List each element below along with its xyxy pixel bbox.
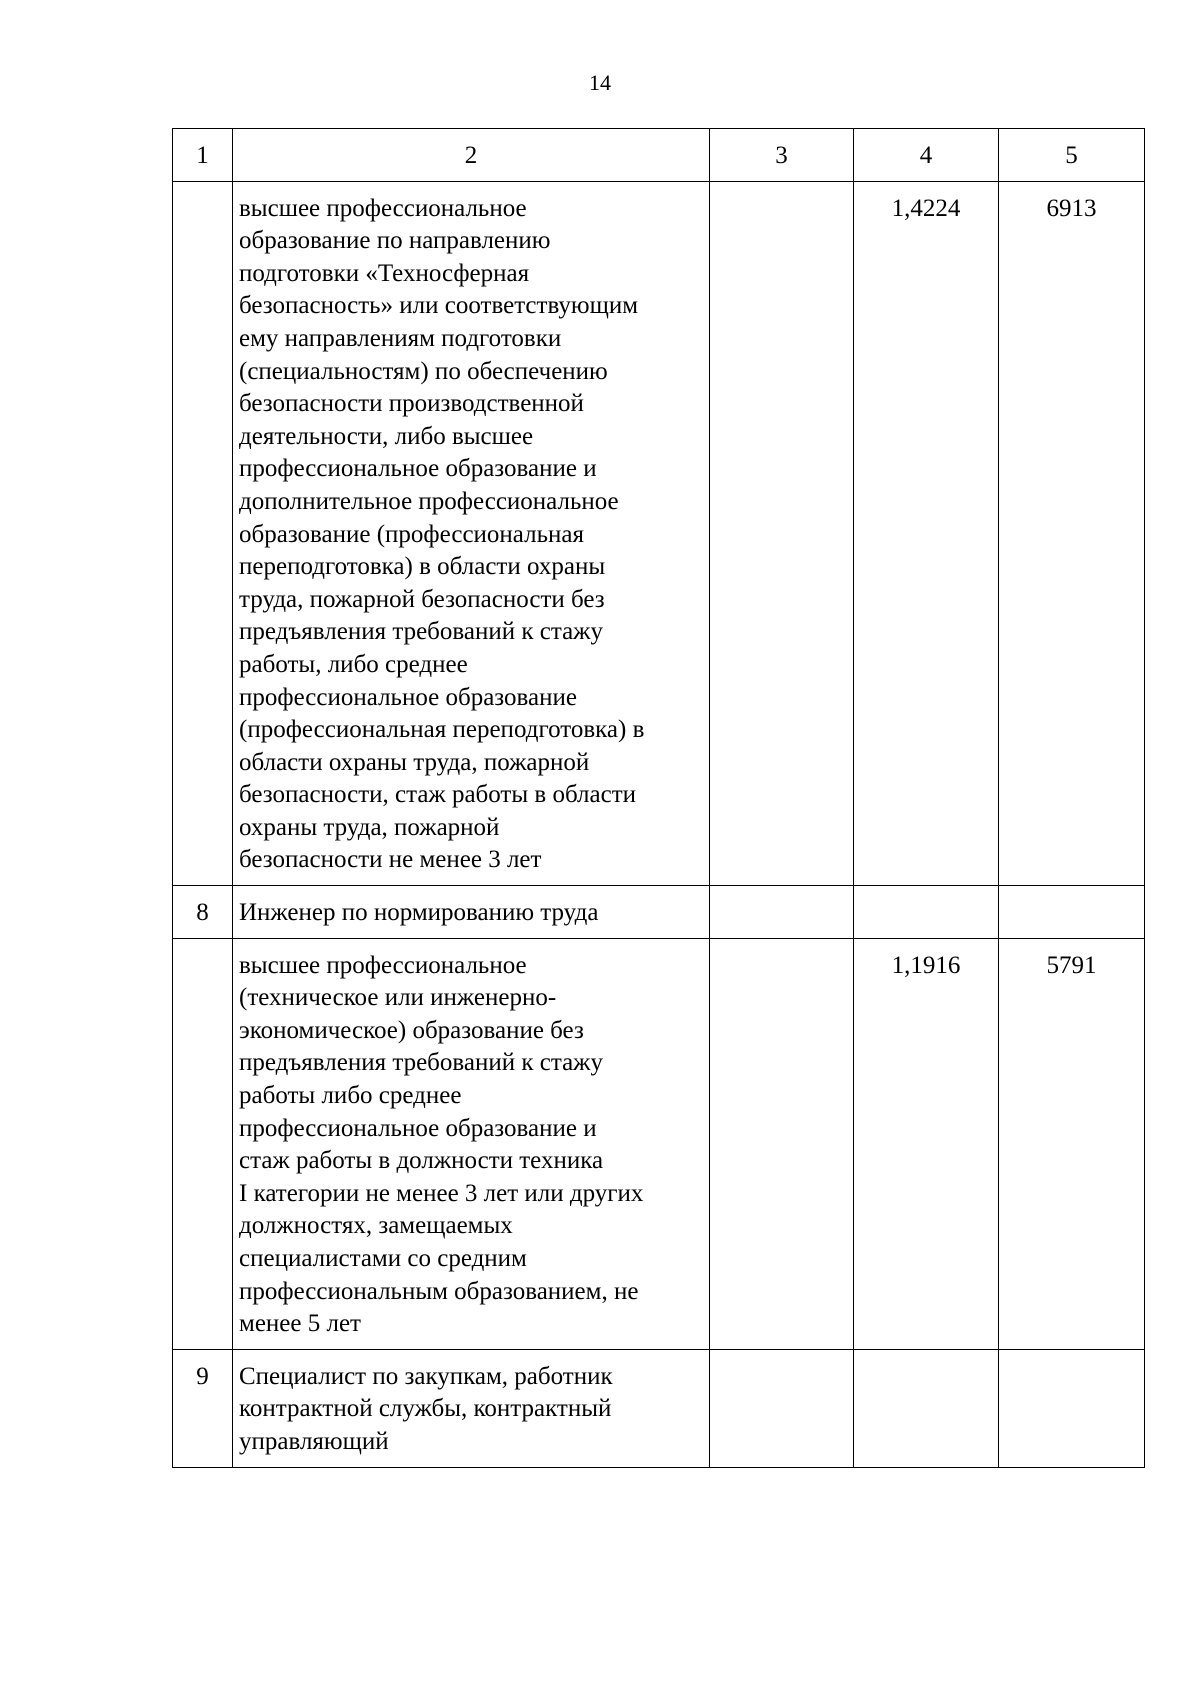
table-row (173, 938, 1145, 1349)
col3-cell (710, 886, 854, 939)
description-cell: высшее профессиональное образование по направлению подготовки «Техносферная безопасность» или соответствующим ему направлениям подготовки (специальностям) по обеспечению безопасности производственной деятельности, либо высшее профессиональное образование и дополнительное профессиональное образование (профессиональная переподготовка) в области охраны труда, пожарной безопасности без предъявления требований к стажу работы, либо среднее профессиональное образование (профессиональная переподготовка) в области охраны труда, пожарной безопасности, стаж работы в области охраны труда, пожарной безопасности не менее 3 лет (233, 181, 710, 885)
amount-cell (999, 1349, 1145, 1467)
table-row (173, 181, 1145, 885)
header-cell-1: 1 (173, 129, 233, 182)
page-number: 14 (589, 70, 611, 95)
table-row (173, 1349, 1145, 1467)
col3-cell (710, 938, 854, 1349)
header-cell-3: 3 (710, 129, 854, 182)
col3-cell (710, 1349, 854, 1467)
amount-cell: 6913 (999, 181, 1145, 885)
coefficient-cell (854, 1349, 999, 1467)
header-cell-5: 5 (999, 129, 1145, 182)
description-cell: высшее профессиональное (техническое или инженерно- экономическое) образование без предъявления требований к стажу работы либо среднее профессиональное образование и стаж работы в должности техника I категории не менее 3 лет или других должностях, замещаемых специалистами со средним профессиональным образованием, не менее 5 лет (233, 938, 710, 1349)
coefficient-cell (854, 886, 999, 939)
row-number-cell: 8 (173, 886, 233, 939)
table-row (173, 886, 1145, 939)
data-table (172, 128, 1145, 1468)
row-number-cell (173, 938, 233, 1349)
row-number-cell: 9 (173, 1349, 233, 1467)
position-title-cell: Инженер по нормированию труда (233, 886, 710, 939)
coefficient-cell: 1,1916 (854, 938, 999, 1349)
amount-cell: 5791 (999, 938, 1145, 1349)
amount-cell (999, 886, 1145, 939)
header-cell-4: 4 (854, 129, 999, 182)
coefficient-cell: 1,4224 (854, 181, 999, 885)
col3-cell (710, 181, 854, 885)
row-number-cell (173, 181, 233, 885)
table-header-row (173, 129, 1145, 182)
position-title-cell: Специалист по закупкам, работник контрактной службы, контрактный управляющий (233, 1349, 710, 1467)
header-cell-2: 2 (233, 129, 710, 182)
